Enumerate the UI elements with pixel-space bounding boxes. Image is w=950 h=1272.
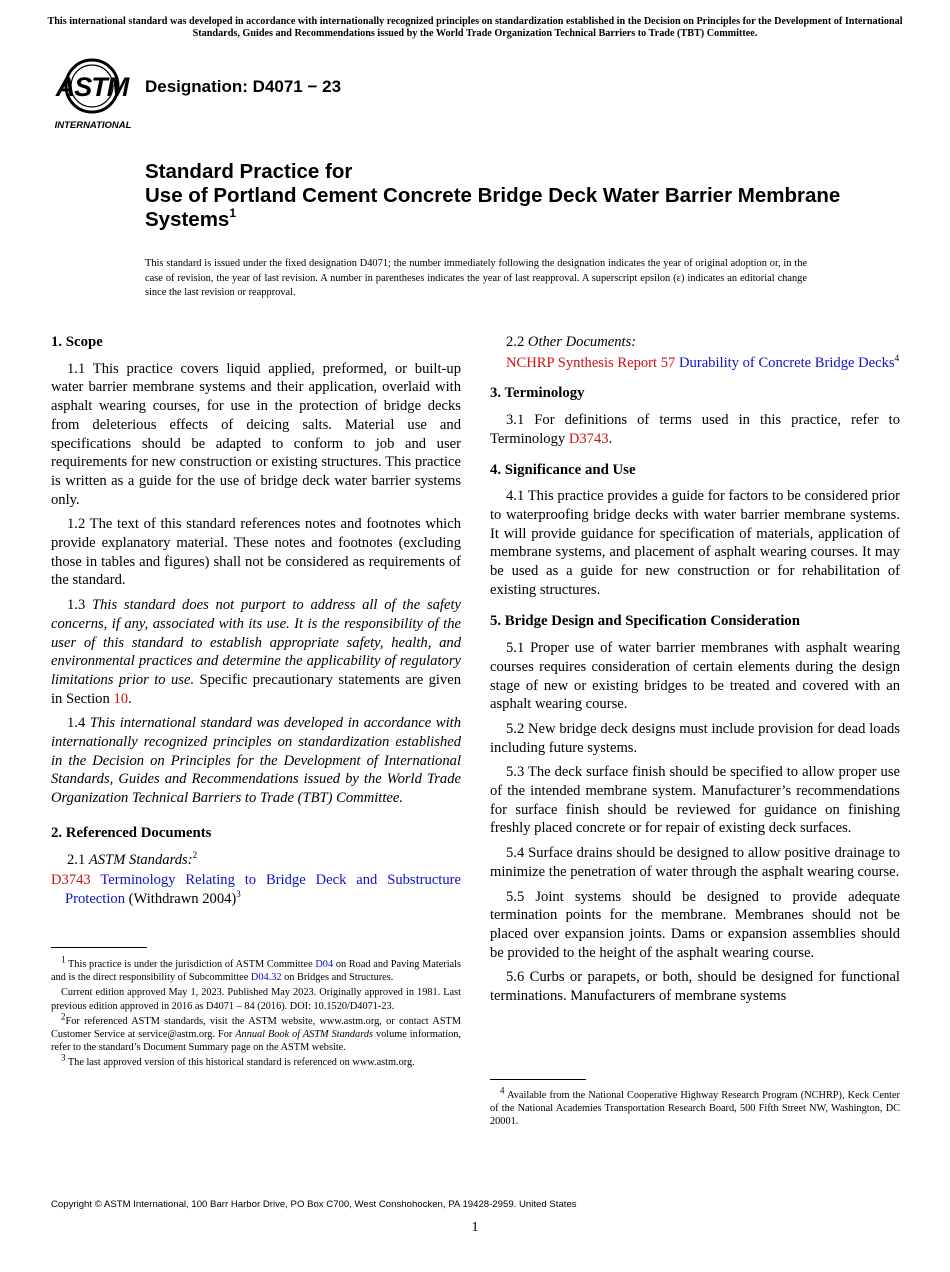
footnote-3-number: 3 (61, 1053, 66, 1063)
footnote-1-text-b: on Road and Paving Materials and is the direct responsibility of Subcommittee (51, 959, 461, 984)
paragraph-1-1: 1.1 This practice covers liquid applied, preformed, or built-up water barrier membrane systems and their application, overlaid with asphalt wearing courses, for use in the protection of bridge decks from deleterious effects of deicing salts. Material use and specifications should be adapted to conform to job and user requirements for new construction or existing structures. This practice is written as a guide for the use of bridge deck water barrier systems only. (51, 360, 461, 508)
footnotes-left (51, 954, 461, 1072)
nchrp-title-link[interactable]: Durability of Concrete Bridge Decks (679, 354, 895, 371)
footnote-4-mark[interactable]: 4 (894, 352, 900, 363)
footnotes-right (490, 1085, 900, 1131)
paragraph-number: 1.3 (67, 597, 86, 614)
d3743-terminology-link[interactable]: D3743 (568, 430, 609, 447)
d3743-link[interactable]: D3743 (51, 872, 91, 889)
section-4-heading: 4. Significance and Use (490, 461, 636, 478)
section-1-heading: 1. Scope (51, 334, 103, 350)
reference-nchrp (506, 354, 900, 373)
title-footnote-mark[interactable]: 1 (229, 206, 237, 220)
withdrawn-note: (Withdrawn 2004) (128, 890, 237, 907)
wto-statement: This international standard was developed in accordance with internationally recognized principles on standardization established in the Decision on Principles for the Development of International Standards, Guides and Recommendations issued by the World Trade Organization Technical Barriers to Trade (TBT) Committee. (51, 715, 462, 807)
footnote-4 (490, 1085, 900, 1129)
title-line-1: Standard Practice for (145, 160, 353, 183)
subsection-2-1 (51, 851, 461, 870)
footnote-2 (51, 1011, 461, 1055)
paragraph-5-6: 5.6 Curbs or parapets, or both, should be designed for functional terminations. Manufacturers of membrane systems (490, 969, 900, 1005)
edition-note: Current edition approved May 1, 2023. Published May 2023. Originally approved in 1981. Last previous edition approved in 2016 as D4071 – 84 (2016). DOI: 10.1520/D4071-23. (51, 987, 461, 1012)
paragraph-1-4 (51, 714, 461, 808)
d04-32-subcommittee-link[interactable]: D04.32 (250, 972, 282, 984)
designation: Designation: D4071 − 23 (145, 77, 342, 96)
safety-caveat: This standard does not purport to address all of the safety concerns, if any, associated with its use. It is the responsibility of the user of this standard to establish appropriate safety, health, and environmental practices and determine the applicability of regulatory limitations prior to use. (51, 597, 461, 688)
footnote-1-text: This practice is under the jurisdiction of ASTM Committee (68, 959, 313, 970)
footnote-1-number: 1 (61, 954, 66, 965)
logo-lettering: ASTM (55, 72, 129, 102)
nchrp-report-link[interactable]: NCHRP Synthesis Report 57 (506, 354, 676, 371)
paragraph-5-5: 5.5 Joint systems should be designed to provide adequate termination points for the membrane. Membranes should not be placed over expansion joints. Dams or expansion assemblies should be provided to the height of the asphalt wearing course. (490, 888, 900, 961)
section-3-heading: 3. Terminology (490, 385, 585, 402)
footnote-rule-left (51, 947, 147, 948)
issue-note: This standard is issued under the fixed designation D4071; the number immediately following the designation indicates the year of original adoption or, in the case of revision, the year of last revision. A number in parentheses indicates the year of last reapproval. A superscript epsilon (ε) indicates an editorial change since the last revision or reapproval. (145, 258, 807, 298)
footnote-3 (51, 1053, 461, 1069)
paragraph-5-4: 5.4 Surface drains should be designed to allow positive drainage to minimize the penetration of water through the asphalt wearing course. (490, 845, 900, 880)
international-standard-notice: This international standard was developed in accordance with internationally recognized principles on standardization established in the Decision on Principles for the Development of International Standards, Guides and Recommendations issued by the World Trade Organization Technical Barriers to Trade (TBT) Committee. (47, 16, 903, 39)
title-line-2 (145, 184, 845, 232)
d3743-title-link[interactable]: Terminology Relating to Bridge Deck and Substructure Protection (65, 872, 461, 907)
section-10-link[interactable]: 10 (113, 690, 129, 707)
title-main: Use of Portland Cement Concrete Bridge Deck Water Barrier Membrane Systems (145, 184, 841, 231)
footnote-2-text-b: volume information, refer to the standard’s Document Summary page on the ASTM website. (51, 1029, 461, 1054)
precaution-text: Specific precautionary statements are given in Section (51, 671, 461, 707)
paragraph-number: 2.1 (67, 851, 86, 868)
paragraph-number: 2.2 (506, 334, 525, 350)
paragraph-number: 1.4 (67, 715, 86, 732)
footnote-3-mark[interactable]: 3 (236, 889, 241, 900)
footnote-3-text: The last approved version of this historical standard is referenced on www.astm.org. (67, 1057, 415, 1069)
paragraph-5-1: 5.1 Proper use of water barrier membranes with asphalt wearing courses requires consideration of certain elements during the design stage of new or existing bridges to be treated and covered with an asphalt wearing course. (490, 640, 900, 713)
section-5-heading: 5. Bridge Design and Specification Consideration (490, 613, 800, 630)
page-number: 1 (471, 1220, 479, 1235)
footnote-1-text-c: on Bridges and Structures. (284, 972, 394, 984)
astm-logo (52, 56, 136, 130)
reference-d3743 (51, 871, 461, 908)
paragraph-1-3: 1.3 This standard does not purport to address all of the safety concerns, if any, associated with its use. It is the responsibility of the user of this standard to establish appropriate safety, health, and environmental practices and determine the applicability of regulatory limitations prior to use. Specific precautionary statements are given in Section 10. (51, 597, 461, 707)
footnote-1 (51, 954, 461, 984)
footnote-4-number: 4 (500, 1085, 505, 1096)
paragraph-3-1-text: 3.1 For definitions of terms used in this practice, refer to Terminology (490, 412, 900, 447)
section-2-heading: 2. Referenced Documents (51, 824, 212, 841)
paragraph-4-1: 4.1 This practice provides a guide for factors to be considered prior to waterproofing bridge decks with water barrier membrane systems. It will provide guidance for specification of materials, application of membrane systems, and placement of asphalt wearing courses. It may be used as a guide for new construction or for rehabilitation of existing structures. (490, 488, 900, 598)
logo-subtext: INTERNATIONAL (54, 120, 132, 130)
paragraph-5-2: 5.2 New bridge deck designs must include provision for dead loads including future systems. (490, 720, 900, 756)
footnote-2-text: For referenced ASTM standards, visit the ASTM website, www.astm.org, or contact ASTM Customer Service at service@astm.org. For (51, 1015, 461, 1041)
footnote-4-text: Available from the National Cooperative Highway Research Program (NCHRP), Keck Center of the National Academies Transportation Research Board, 500 Fifth Street NW, Washington, DC 20001. (490, 1090, 900, 1128)
paragraph-5-3: 5.3 The deck surface finish should be specified to allow proper use of the intended membrane system. Manufacturer’s recommendations for surface finish should be reviewed for guidance on finishing freshly placed concrete or for repair of existing deck surfaces. (490, 764, 900, 837)
other-documents-label: Other Documents: (527, 334, 637, 350)
document-title (145, 160, 845, 232)
annual-book-title: Annual Book of ASTM Standards (235, 1029, 373, 1041)
astm-standards-label: ASTM Standards: (88, 851, 193, 868)
footnote-rule-right (490, 1079, 586, 1080)
copyright-line: Copyright © ASTM International, 100 Barr Harbor Drive, PO Box C700, West Conshohocken, PA 19428-2959. United States (51, 1199, 577, 1210)
left-column (51, 333, 461, 915)
subsection-2-2 (490, 333, 900, 352)
right-column (490, 333, 900, 1012)
paragraph-1-2: 1.2 The text of this standard references notes and footnotes which provide explanatory material. These notes and footnotes (excluding those in tables and figures) shall not be considered as requirements of the standard. (51, 516, 461, 589)
d04-committee-link[interactable]: D04 (315, 959, 334, 970)
footnote-2-number: 2 (61, 1011, 66, 1022)
footnote-2-mark[interactable]: 2 (192, 849, 198, 860)
paragraph-3-1: 3.1 For definitions of terms used in this practice, refer to Terminology D3743. (490, 412, 900, 447)
